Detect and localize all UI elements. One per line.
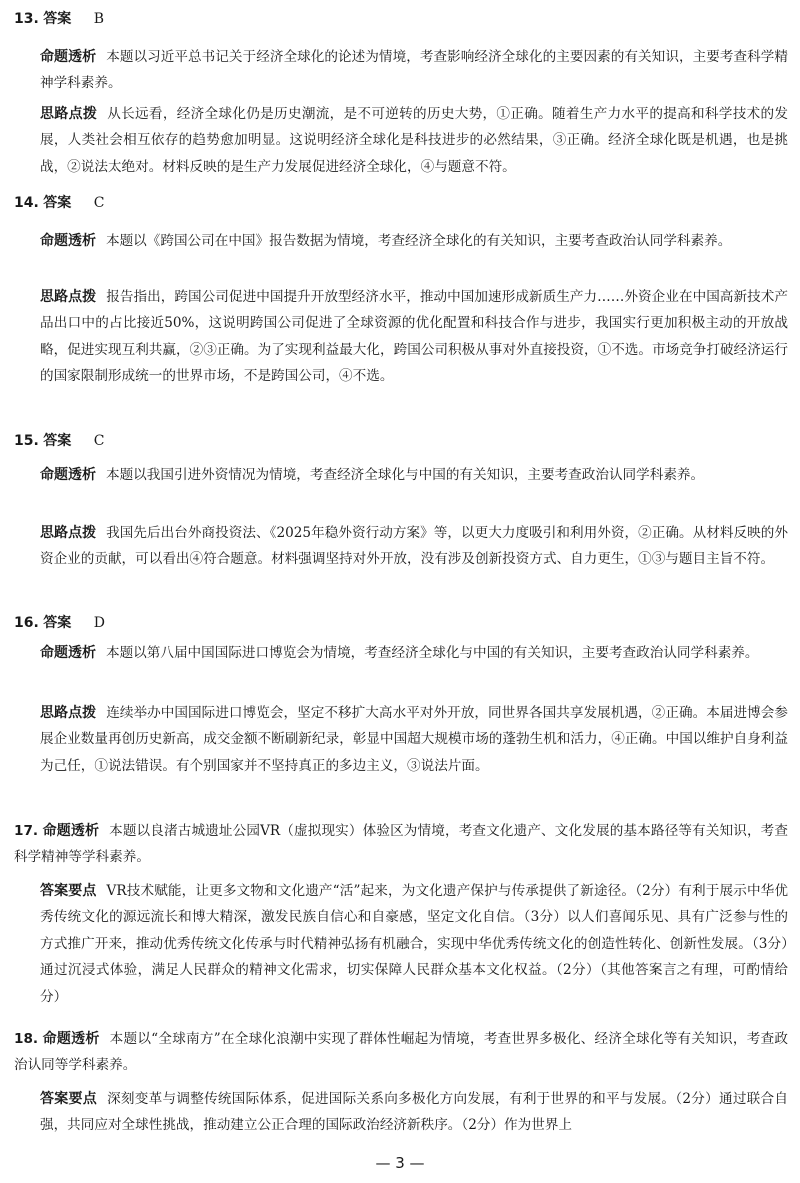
points-text: 深刻变革与调整传统国际体系，促进国际关系向多极化方向发展，有利于世界的和平与发展。（2分）通过联合自强，共同应对全球性挑战，推动建立公正合理的国际政治经济新秩序。（2分）作为世界上 bbox=[40, 1091, 788, 1134]
analysis-text: 本题以良渚古城遗址公园VR（虚拟现实）体验区为情境，考查文化遗产、文化发展的基本路径等有关知识，考查科学精神等学科素养。 bbox=[14, 823, 788, 866]
answer-label: 答案 bbox=[43, 11, 72, 27]
answer-choice: C bbox=[93, 433, 105, 449]
tips-text: 从长远看，经济全球化仍是历史潮流，是不可逆转的历史大势，①正确。随着生产力水平的提高和科学技术的发展，人类社会相互依存的趋势愈加明显。这说明经济全球化是科技进步的必然结果，③正确。经济全球化既是机遇，也是挑战，②说法太绝对。材料反映的是生产力发展促进经济全球化，④与题意不符。 bbox=[40, 106, 789, 175]
analysis-text: 本题以“全球南方”在全球化浪潮中实现了群体性崛起为情境，考查世界多极化、经济全球化等有关知识，考查政治认同等学科素养。 bbox=[14, 1031, 789, 1074]
q16-header bbox=[14, 610, 105, 636]
q13-analysis bbox=[40, 44, 788, 97]
tips-label: 思路点拨 bbox=[40, 705, 97, 721]
analysis-label: 命题透析 bbox=[42, 823, 100, 839]
answer-choice: D bbox=[93, 615, 105, 631]
question-number: 13. bbox=[14, 11, 39, 27]
tips-label: 思路点拨 bbox=[40, 106, 98, 122]
tips-text: 连续举办中国国际进口博览会，坚定不移扩大高水平对外开放，同世界各国共享发展机遇，②正确。本届进博会参展企业数量再创历史新高，成交金额不断刷新纪录，彰显中国超大规模市场的蓬勃生机和活力，④正确。中国以维护自身利益为己任，①说法错误。有个别国家并不坚持真正的多边主义，③说法片面。 bbox=[40, 705, 789, 774]
answer-label: 答案 bbox=[43, 433, 72, 449]
page-number: — 3 — bbox=[375, 1154, 425, 1172]
answer-choice: C bbox=[93, 195, 105, 211]
q18-points bbox=[40, 1086, 788, 1139]
analysis-label: 命题透析 bbox=[40, 467, 96, 483]
analysis-label: 命题透析 bbox=[42, 1031, 100, 1047]
q16-analysis bbox=[40, 640, 788, 666]
q14-tips bbox=[40, 284, 788, 390]
tips-text: 报告指出，跨国公司促进中国提升开放型经济水平，推动中国加速形成新质生产力……外资企业在中国高新技术产品出口中的占比接近50%，这说明跨国公司促进了全球资源的优化配置和科技合作与进步，我国实行更加积极主动的开放战略，促进实现互利共赢，②③正确。为了实现利益最大化，跨国公司积极从事对外直接投资，①不选。市场竞争打破经济运行的国家限制形成统一的世界市场，不是跨国公司，④不选。 bbox=[40, 289, 789, 385]
answer-label: 答案 bbox=[43, 615, 72, 631]
q15-header bbox=[14, 428, 104, 454]
q13-tips bbox=[40, 101, 788, 180]
analysis-text: 本题以我国引进外资情况为情境，考查经济全球化与中国的有关知识，主要考查政治认同学科素养。 bbox=[106, 467, 705, 483]
analysis-label: 命题透析 bbox=[40, 233, 96, 249]
q18-analysis bbox=[14, 1026, 788, 1079]
q15-tips bbox=[40, 520, 788, 573]
points-label: 答案要点 bbox=[40, 883, 97, 899]
q13-header bbox=[14, 6, 104, 32]
q14-analysis bbox=[40, 228, 788, 254]
analysis-text: 本题以习近平总书记关于经济全球化的论述为情境，考查影响经济全球化的主要因素的有关知识，主要考查科学精神学科素养。 bbox=[40, 49, 789, 92]
points-text: VR技术赋能，让更多文物和文化遗产“活”起来，为文化遗产保护与传承提供了新途径。（2分）有利于展示中华优秀传统文化的源远流长和博大精深，激发民族自信心和自豪感，坚定文化自信。（3分）以人们喜闻乐见、具有广泛参与性的方式推广开来，推动优秀传统文化传承与时代精神弘扬有机融合，实现中华优秀传统文化的创造性转化、创新性发展。（3分）通过沉浸式体验，满足人民群众的精神文化需求，切实保障人民群众基本文化权益。（2分）（其他答案言之有理，可酌情给分） bbox=[40, 883, 789, 1005]
question-number: 15. bbox=[14, 433, 39, 449]
analysis-label: 命题透析 bbox=[40, 49, 97, 65]
analysis-label: 命题透析 bbox=[40, 645, 96, 661]
tips-label: 思路点拨 bbox=[40, 525, 97, 541]
q14-header bbox=[14, 190, 104, 216]
q17-analysis bbox=[14, 818, 788, 871]
q16-tips bbox=[40, 700, 788, 779]
q15-analysis bbox=[40, 462, 788, 488]
answer-label: 答案 bbox=[43, 195, 72, 211]
analysis-text: 本题以第八届中国国际进口博览会为情境，考查经济全球化与中国的有关知识，主要考查政治认同学科素养。 bbox=[106, 645, 759, 661]
tips-label: 思路点拨 bbox=[40, 289, 97, 305]
analysis-text: 本题以《跨国公司在中国》报告数据为情境，考查经济全球化的有关知识，主要考查政治认同学科素养。 bbox=[106, 233, 732, 249]
question-number: 18. bbox=[14, 1031, 39, 1047]
tips-text: 我国先后出台外商投资法、《2025年稳外资行动方案》等，以更大力度吸引和利用外资，②正确。从材料反映的外资企业的贡献，可以看出④符合题意。材料强调坚持对外开放，没有涉及创新投资方式、自力更生，①③与题目主旨不符。 bbox=[40, 525, 789, 568]
q17-points bbox=[40, 878, 788, 1010]
answer-choice: B bbox=[93, 11, 105, 27]
question-number: 14. bbox=[14, 195, 39, 211]
question-number: 17. bbox=[14, 823, 39, 839]
question-number: 16. bbox=[14, 615, 39, 631]
points-label: 答案要点 bbox=[40, 1091, 98, 1107]
